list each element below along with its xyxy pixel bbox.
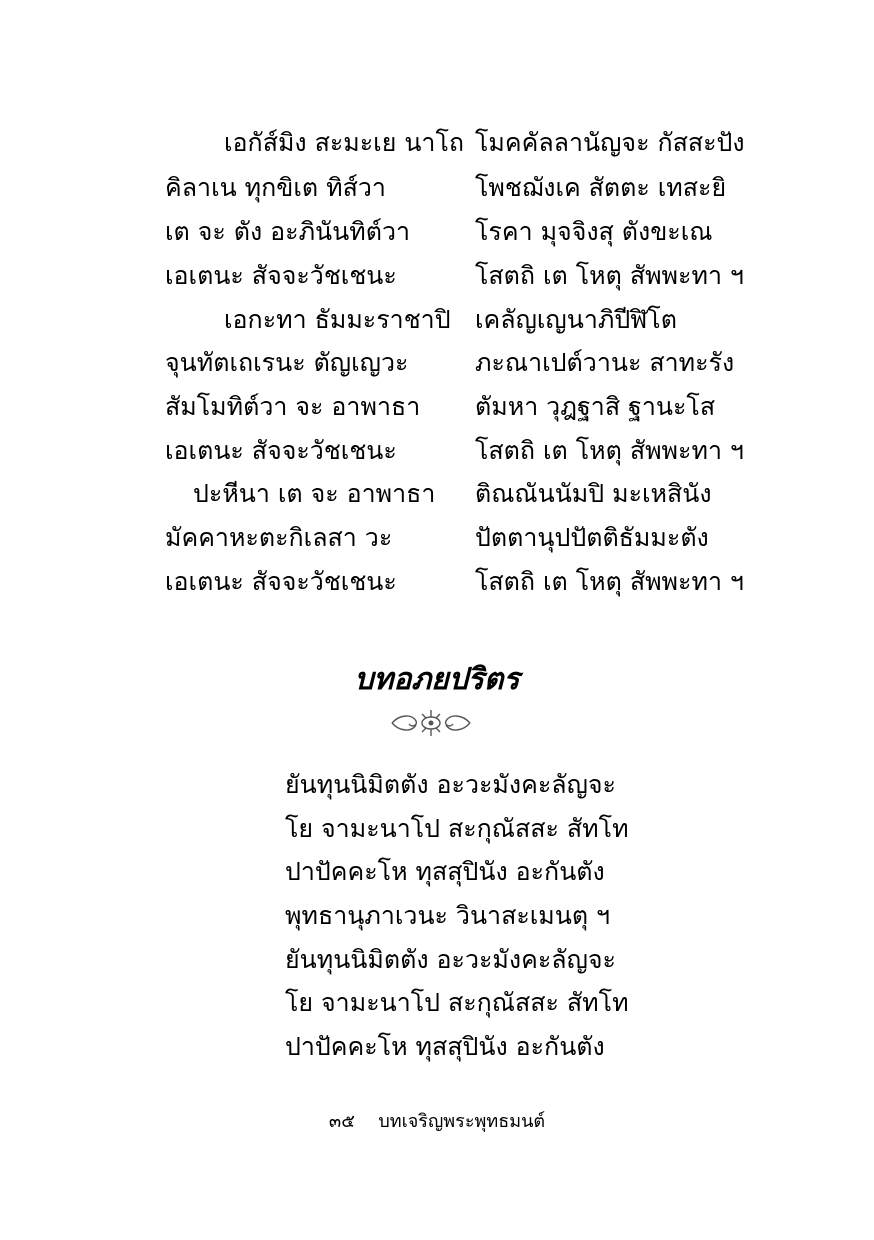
page-footer [0,1106,874,1135]
verse-right: ภะณาเปต์วานะ สาทะรัง [475,348,735,377]
verse-line: ยันทุนนิมิตตัง อะวะมังคะลัญจะ [285,945,616,974]
verse-left: สัมโมทิต์วา จะ อาพาธา [165,392,421,421]
verse-right: โพชฌังเค สัตตะ เทสะยิ [475,173,727,202]
page-number: ๓๕ [328,1111,355,1132]
verse-right: โสตถิ เต โหตุ สัพพะทา ฯ [475,436,744,465]
verse-right: ติณณันนัมปิ มะเหสินัง [475,479,712,508]
verse-right: โสตถิ เต โหตุ สัพพะทา ฯ [475,261,744,290]
verse-left: มัคคาหะตะกิเลสา วะ [165,523,393,552]
verse-right: โรคา มุจจิงสุ ตังขะเณ [475,217,713,246]
verse-left: จุนทัตเถเรนะ ตัญเญวะ [165,348,409,377]
verse-left: เต จะ ตัง อะภินันทิต์วา [165,217,411,246]
verse-left: เอเตนะ สัจจะวัชเชนะ [165,436,397,465]
verse-line: ปาปัคคะโห ทุสสุปินัง อะกันตัง [285,1032,605,1061]
verse-right: ปัตตานุปปัตติธัมมะตัง [475,523,709,552]
verse-left: เอเตนะ สัจจะวัชเชนะ [165,567,397,596]
verse-right: เคลัญเญนาภิปีฬิโต [475,305,677,334]
verse-right: โสตถิ เต โหตุ สัพพะทา ฯ [475,567,744,596]
verse-line: ยันทุนนิมิตตัง อะวะมังคะลัญจะ [285,770,616,799]
verse-left: เอเตนะ สัจจะวัชเชนะ [165,261,397,290]
section-title: บทอภยปริตร [354,662,520,697]
book-title: บทเจริญพระพุทธมนต์ [378,1111,546,1132]
verse-right: โมคคัลลานัญจะ กัสสะปัง [475,128,745,157]
verse-left: เอกัส์มิง สะมะเย นาโถ [224,128,465,157]
ornament-divider-icon [312,706,550,740]
verse-line: โย จามะนาโป สะกุณัสสะ สัทโท [285,988,629,1017]
verse-left: เอกะทา ธัมมะราชาปิ [224,305,451,334]
verse-line: ปาปัคคะโห ทุสสุปินัง อะกันตัง [285,857,605,886]
verse-left: คิลาเน ทุกขิเต ทิส์วา [165,173,386,202]
verse-right: ตัมหา วุฎฐาสิ ฐานะโส [475,392,716,421]
verse-line: พุทธานุภาเวนะ วินาสะเมนตุ ฯ [285,901,611,930]
verse-left: ปะหีนา เต จะ อาพาธา [193,479,436,508]
verse-line: โย จามะนาโป สะกุณัสสะ สัทโท [285,814,629,843]
